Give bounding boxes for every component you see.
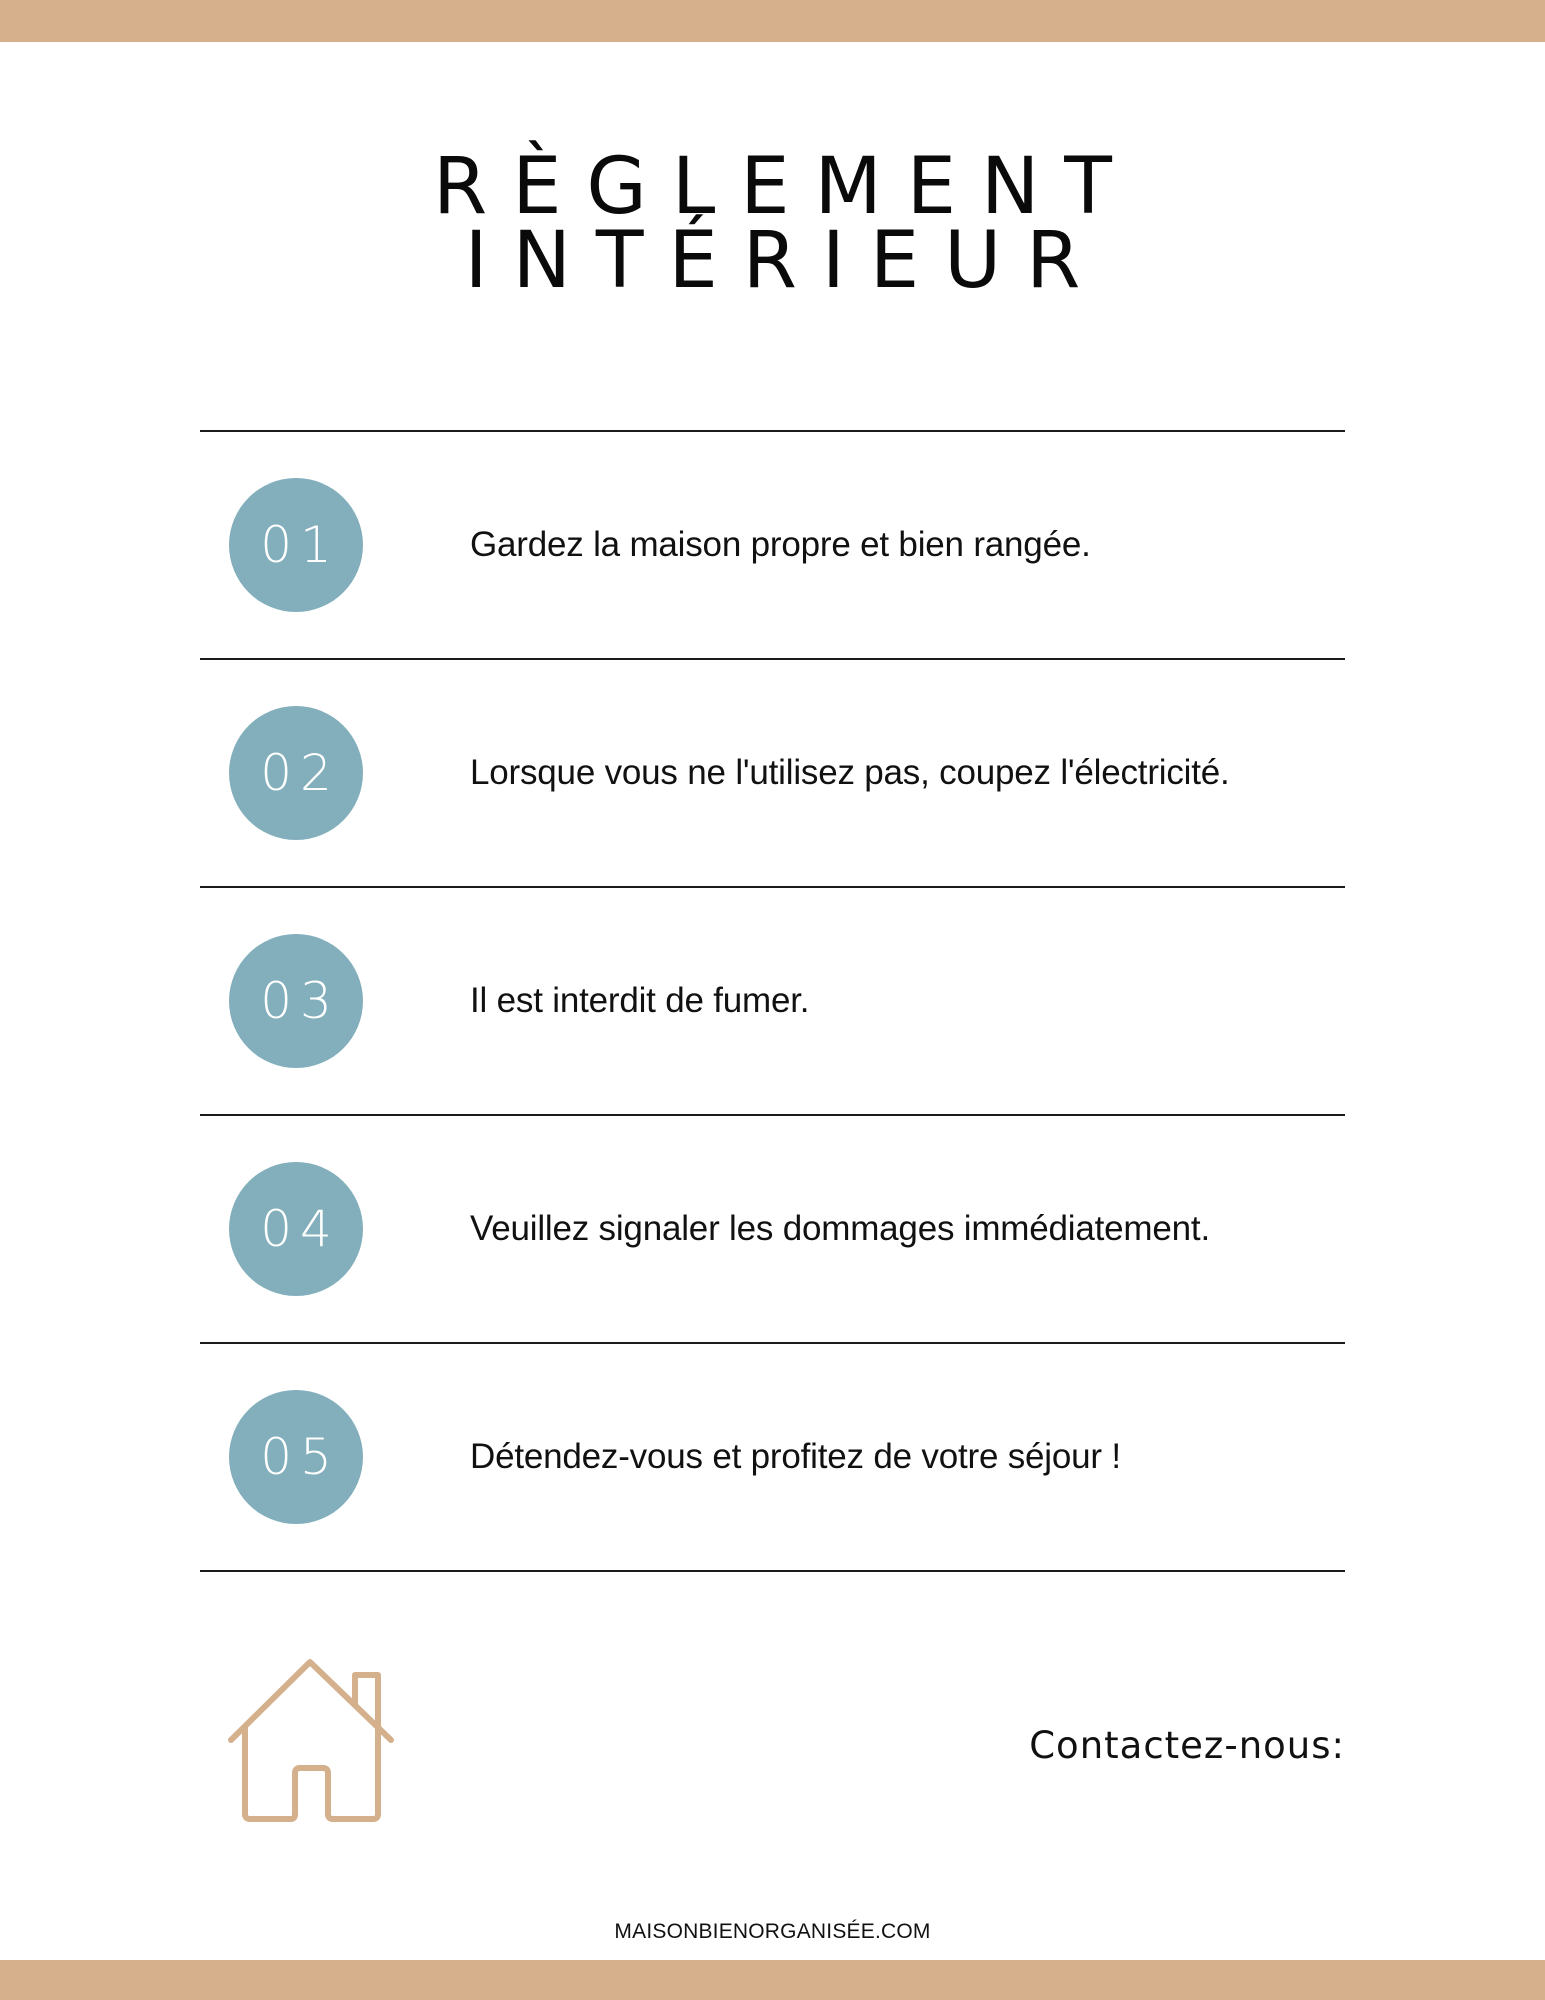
rule-text: Lorsque vous ne l'utilisez pas, coupez l'électricité. <box>470 753 1230 792</box>
divider <box>200 1570 1345 1572</box>
rule-number-badge: 03 <box>229 934 363 1068</box>
rule-number-badge: 02 <box>229 706 363 840</box>
rule-number-badge: 01 <box>229 478 363 612</box>
rule-text: Détendez-vous et profitez de votre séjour ! <box>470 1437 1121 1476</box>
top-accent-band <box>0 0 1545 42</box>
rule-item-4 <box>200 1116 1345 1342</box>
rule-item-3 <box>200 888 1345 1114</box>
house-icon <box>228 1652 398 1827</box>
rule-number-badge: 04 <box>229 1162 363 1296</box>
rule-text: Gardez la maison propre et bien rangée. <box>470 525 1091 564</box>
rule-item-2 <box>200 660 1345 886</box>
rules-list <box>200 430 1345 1572</box>
rule-text: Veuillez signaler les dommages immédiatement. <box>470 1209 1210 1248</box>
contact-label: Contactez-nous: <box>1029 1724 1345 1767</box>
rule-number-badge: 05 <box>229 1390 363 1524</box>
page-title <box>0 142 1545 306</box>
rule-text: Il est interdit de fumer. <box>470 981 810 1020</box>
rule-item-5 <box>200 1344 1345 1570</box>
bottom-accent-band <box>0 1960 1545 2000</box>
title-line-2: INTÉRIEUR <box>464 216 1106 306</box>
title-line-1: RÈGLEMENT <box>433 142 1137 232</box>
website-link[interactable]: MAISONBIENORGANISÉE.COM <box>614 1920 931 1943</box>
rule-item-1 <box>200 432 1345 658</box>
